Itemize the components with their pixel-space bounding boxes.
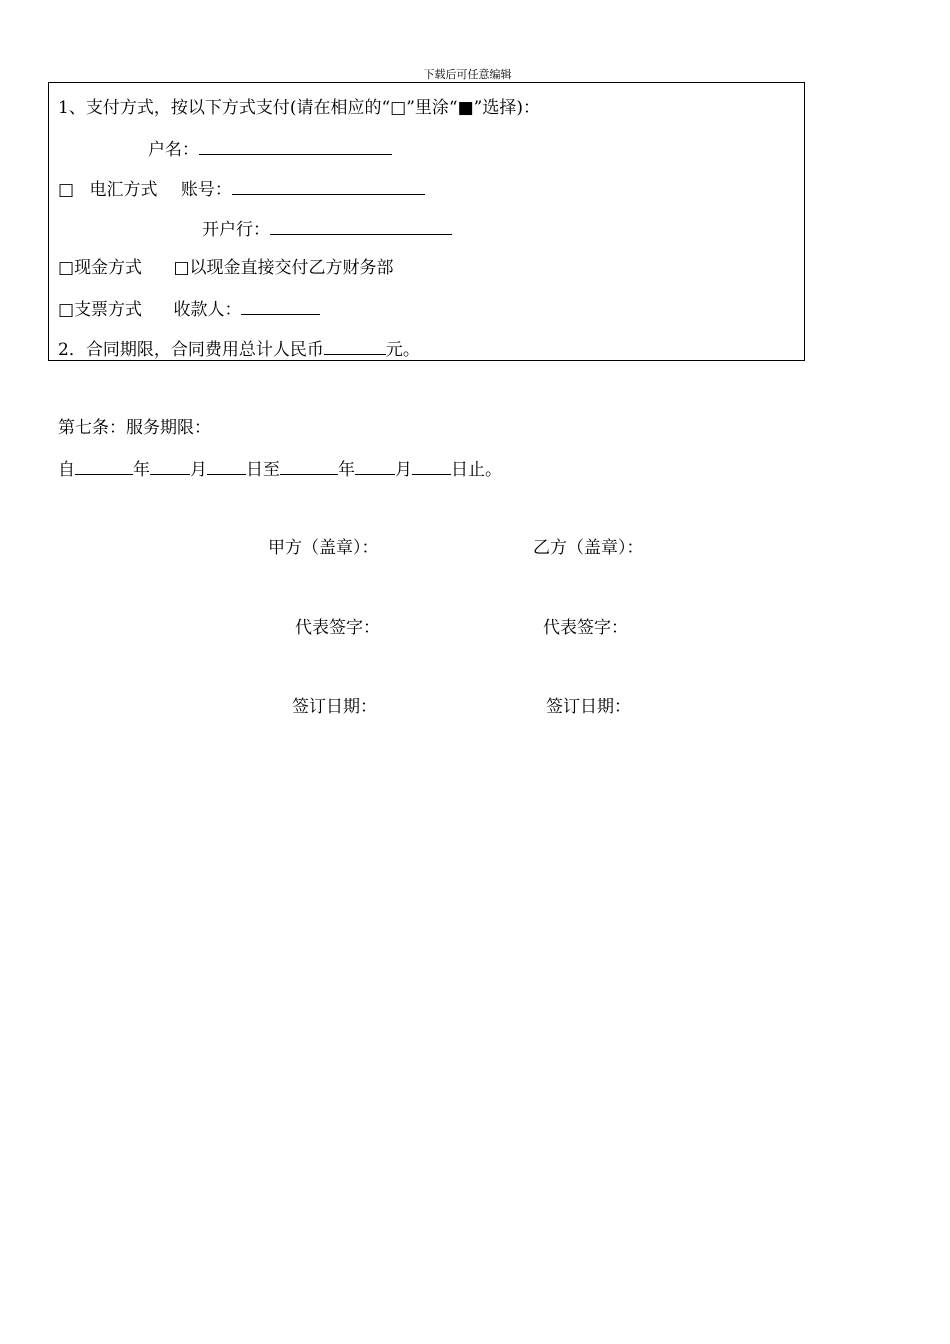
year-label: 年 [133,460,150,480]
party-a-date-label: 签订日期： [292,697,377,717]
account-name-row [148,138,392,160]
start-day-field[interactable] [207,458,246,475]
account-name-label: 户名： [148,140,199,160]
party-b-date-label: 签订日期： [546,697,631,717]
end-day-field[interactable] [412,458,451,475]
cheque-row [58,298,320,320]
wire-transfer-label: 电汇方式 [89,180,158,200]
cash-row [58,258,394,278]
payee-label: 收款人： [173,300,242,320]
month2-label: 月 [395,460,412,480]
start-year-field[interactable] [75,458,133,475]
contract-term-row [58,338,420,360]
cheque-checkbox[interactable]: □ [58,300,75,320]
contract-term-suffix: 元。 [385,340,420,360]
article-7-title: 第七条：服务期限： [58,418,211,438]
wire-transfer-row [58,178,425,200]
account-number-field[interactable] [232,178,425,195]
header-note: 下载后可任意编辑 [423,68,512,81]
account-name-field[interactable] [199,138,392,155]
day-end-label: 日止。 [451,460,502,480]
day-to-label: 日至 [246,460,280,480]
start-month-field[interactable] [150,458,190,475]
party-b-seal-label: 乙方（盖章）： [533,538,644,558]
cash-direct-checkbox[interactable]: □ [173,258,190,278]
payment-method-heading: 1、支付方式，按以下方式支付(请在相应的“□”里涂“■”选择)： [58,98,540,118]
party-b-rep-label: 代表签字： [543,618,628,638]
from-label: 自 [58,460,75,480]
year2-label: 年 [338,460,355,480]
cash-direct-label: 以现金直接交付乙方财务部 [189,258,394,278]
end-year-field[interactable] [280,458,338,475]
bank-label: 开户行： [202,220,270,240]
service-period-row [58,458,502,480]
cash-label: 现金方式 [74,258,143,278]
cash-checkbox[interactable]: □ [58,258,75,278]
contract-term-text: 2．合同期限，合同费用总计人民币 [58,340,324,360]
contract-amount-field[interactable] [324,338,386,355]
party-a-seal-label: 甲方（盖章）： [268,538,379,558]
month-label: 月 [190,460,207,480]
wire-transfer-checkbox[interactable]: □ [58,180,75,200]
account-number-label: 账号： [180,180,232,200]
end-month-field[interactable] [355,458,395,475]
bank-field[interactable] [270,218,452,235]
party-a-rep-label: 代表签字： [295,618,380,638]
bank-row [202,218,452,240]
payee-field[interactable] [241,298,320,315]
cheque-label: 支票方式 [74,300,143,320]
